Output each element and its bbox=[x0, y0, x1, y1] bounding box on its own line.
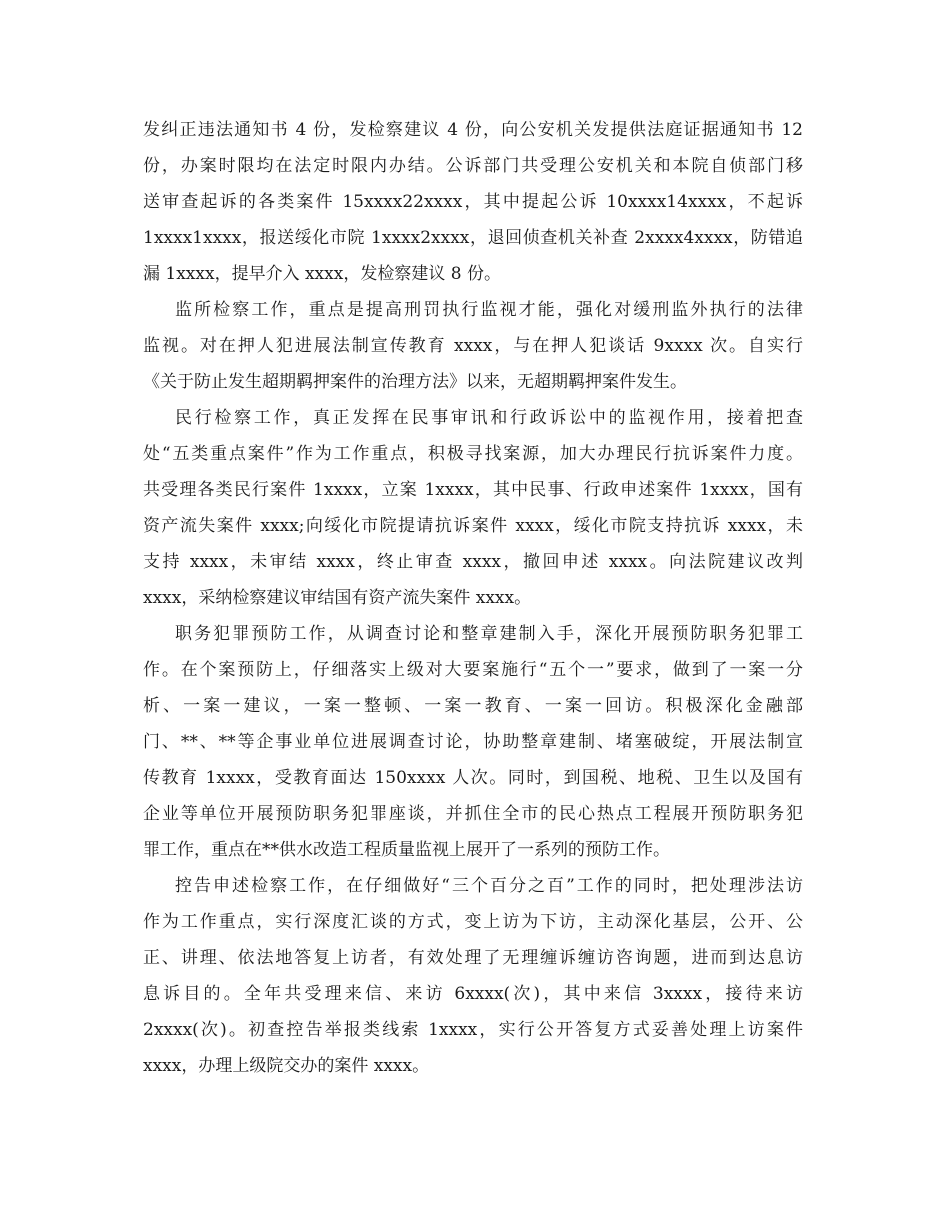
text-line: 析、一案一建议，一案一整顿、一案一教育、一案一回访。积极深化金融部 bbox=[143, 696, 803, 716]
text-line: 正、讲理、依法地答复上访者，有效处理了无理缠诉缠访咨询题，进而到达息访 bbox=[143, 948, 803, 968]
text-line: 控告申述检察工作，在仔细做好“三个百分之百”工作的同时，把处理涉法访 bbox=[175, 876, 803, 896]
text-line: 作。在个案预防上，仔细落实上级对大要案施行“五个一”要求，做到了一案一分 bbox=[143, 660, 803, 680]
text-line: 资产流失案件 xxxx;向绥化市院提请抗诉案件 xxxx，绥化市院支持抗诉 xxxx，未 bbox=[143, 516, 803, 536]
text-line: 发纠正违法通知书 4 份，发检察建议 4 份，向公安机关发提供法庭证据通知书 12 bbox=[143, 120, 803, 140]
text-line: 监视。对在押人犯进展法制宣传教育 xxxx，与在押人犯谈话 9xxxx 次。自实行 bbox=[143, 336, 803, 356]
text-line: xxxx，办理上级院交办的案件 xxxx。 bbox=[143, 1056, 430, 1076]
text-line: xxxx，采纳检察建议审结国有资产流失案件 xxxx。 bbox=[143, 588, 532, 608]
text-line: 职务犯罪预防工作，从调查讨论和整章建制入手，深化开展预防职务犯罪工 bbox=[175, 624, 803, 644]
text-line: 2xxxx(次)。初查控告举报类线索 1xxxx，实行公开答复方式妥善处理上访案件 bbox=[143, 1020, 803, 1040]
text-line: 民行检察工作，真正发挥在民事审讯和行政诉讼中的监视作用，接着把查 bbox=[175, 408, 803, 428]
text-line: 送审查起诉的各类案件 15xxxx22xxxx，其中提起公诉 10xxxx14xxxx，不起诉 bbox=[143, 192, 803, 212]
text-line: 门、**、**等企事业单位进展调查讨论，协助整章建制、堵塞破绽，开展法制宣 bbox=[143, 732, 803, 752]
text-line: 作为工作重点，实行深度汇谈的方式，变上访为下访，主动深化基层，公开、公 bbox=[143, 912, 803, 932]
document-body bbox=[143, 112, 803, 1084]
text-line: 《关于防止发生超期羁押案件的治理方法》以来，无超期羁押案件发生。 bbox=[143, 372, 687, 392]
paragraph-3 bbox=[143, 400, 803, 616]
paragraph-2 bbox=[143, 292, 803, 400]
paragraph-5 bbox=[143, 868, 803, 1084]
text-line: 处“五类重点案件”作为工作重点，积极寻找案源，加大办理民行抗诉案件力度。 bbox=[143, 444, 803, 464]
text-line: 份，办案时限均在法定时限内办结。公诉部门共受理公安机关和本院自侦部门移 bbox=[143, 156, 803, 176]
text-line: 1xxxx1xxxx，报送绥化市院 1xxxx2xxxx，退回侦查机关补查 2xxxx4xxxx，防错追 bbox=[143, 228, 803, 248]
text-line: 企业等单位开展预防职务犯罪座谈，并抓住全市的民心热点工程展开预防职务犯 bbox=[143, 804, 803, 824]
paragraph-4 bbox=[143, 616, 803, 868]
text-line: 支持 xxxx，未审结 xxxx，终止审查 xxxx，撤回申述 xxxx。向法院建议改判 bbox=[143, 552, 803, 572]
text-line: 息诉目的。全年共受理来信、来访 6xxxx(次)，其中来信 3xxxx，接待来访 bbox=[143, 984, 803, 1004]
text-line: 罪工作，重点在**供水改造工程质量监视上展开了一系列的预防工作。 bbox=[143, 840, 670, 860]
text-line: 传教育 1xxxx，受教育面达 150xxxx 人次。同时，到国税、地税、卫生以及国有 bbox=[143, 768, 803, 788]
text-line: 漏 1xxxx，提早介入 xxxx，发检察建议 8 份。 bbox=[143, 264, 501, 284]
paragraph-1 bbox=[143, 112, 803, 292]
text-line: 共受理各类民行案件 1xxxx，立案 1xxxx，其中民事、行政申述案件 1xxxx，国有 bbox=[143, 480, 803, 500]
text-line: 监所检察工作，重点是提高刑罚执行监视才能，强化对缓刑监外执行的法律 bbox=[175, 300, 803, 320]
